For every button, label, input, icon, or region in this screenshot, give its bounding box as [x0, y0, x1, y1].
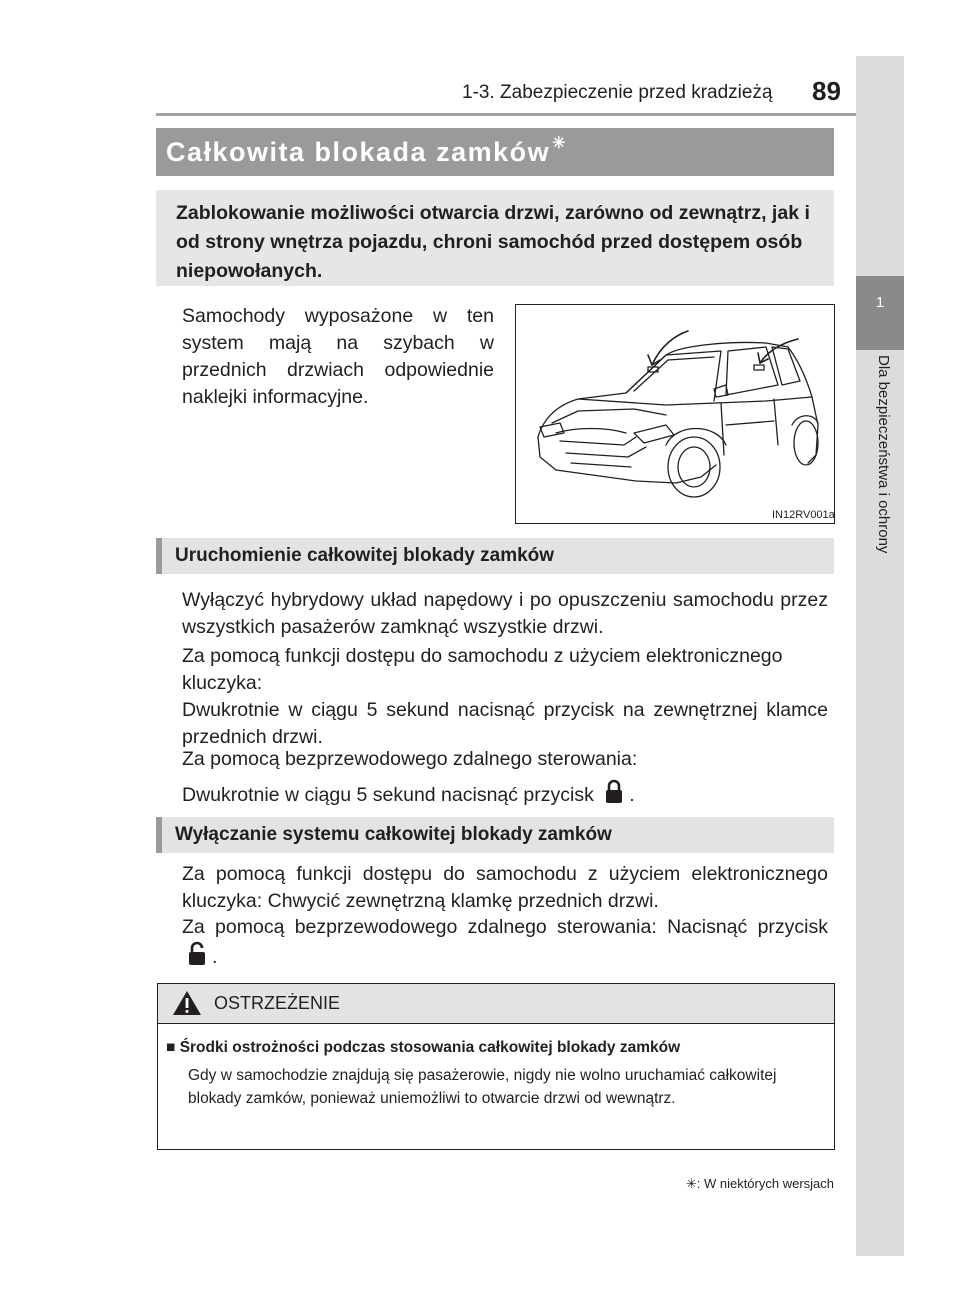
- warning-subheading-text: Środki ostrożności podczas stosowania całkowitej blokady zamków: [179, 1039, 681, 1056]
- intro-text: Zablokowanie możliwości otwarcia drzwi, zarówno od zewnątrz, jak i od strony wnętrza pojazdu, chroni samochód przed dostępem osób niepowołanych.: [176, 202, 810, 282]
- page-number: 89: [812, 76, 841, 106]
- figure-code: IN12RV001a: [772, 509, 835, 521]
- activate-remote-label: Za pomocą bezprzewodowego zdalnego sterowania:: [182, 748, 638, 770]
- asterisk-mark: ✳: [685, 1176, 697, 1191]
- page-title-text: Całkowita blokada zamków: [166, 137, 551, 167]
- warning-title: OSTRZEŻENIE: [214, 993, 341, 1013]
- footnote-text: : W niektórych wersjach: [696, 1176, 834, 1191]
- asterisk-mark: ✳: [552, 135, 568, 152]
- section-heading-activate: [156, 538, 834, 574]
- activate-step-1: Wyłączyć hybrydowy układ napędowy i po opuszczeniu samochodu przez wszystkich pasażerów zamknąć wszystkie drzwi.: [182, 589, 828, 638]
- page-title: [166, 137, 567, 168]
- section-breadcrumb: 1-3. Zabezpieczenie przed kradzieżą: [462, 82, 773, 103]
- chapter-title-vertical: Dla bezpieczeństwa i ochrony: [875, 355, 892, 554]
- chapter-number-tab[interactable]: 1: [856, 276, 904, 350]
- unlock-icon: [186, 941, 208, 965]
- deactivate-remote-text: Za pomocą bezprzewodowego zdalnego sterowania: Nacisnąć przycisk: [182, 916, 828, 938]
- car-drawing: [516, 305, 834, 523]
- chapter-side-strip: [856, 56, 904, 1256]
- section-heading-text: Uruchomienie całkowitej blokady zamków: [175, 545, 555, 566]
- sticker-paragraph: Samochody wyposażone w ten system mają na szybach w przednich drzwiach odpowiednie naklejki informacyjne.: [182, 305, 494, 408]
- section-heading-text: Wyłączanie systemu całkowitej blokady zamków: [175, 824, 612, 845]
- deactivate-remote-end: .: [212, 946, 218, 968]
- section-heading-deactivate: [156, 817, 834, 853]
- warning-subheading: [166, 1039, 826, 1057]
- activate-remote-text: Dwukrotnie w ciągu 5 sekund nacisnąć przycisk: [182, 784, 594, 806]
- car-illustration: [515, 304, 835, 524]
- activate-smart-key-label: Za pomocą funkcji dostępu do samochodu z użyciem elektronicznego kluczyka:: [182, 645, 783, 694]
- activate-remote-end: .: [629, 784, 635, 806]
- warning-text: Gdy w samochodzie znajdują się pasażerowie, nigdy nie wolno uruchamiać całkowitej blokady zamków, ponieważ uniemożliwi to otwarcie drzwi od wewnątrz.: [188, 1067, 777, 1107]
- deactivate-smart-key: Za pomocą funkcji dostępu do samochodu z użyciem elektronicznego kluczyka: Chwycić zewnętrzną klamkę przednich drzwi.: [182, 863, 828, 912]
- section-marker: [156, 538, 162, 574]
- warning-triangle-icon: [172, 990, 202, 1021]
- lock-icon: [603, 779, 625, 803]
- section-marker: [156, 817, 162, 853]
- header-rule: [156, 113, 856, 116]
- deactivate-remote: [182, 914, 828, 971]
- activate-remote-instruction: [182, 779, 828, 809]
- square-bullet-icon: ■: [166, 1039, 176, 1056]
- activate-smart-key-instruction: Dwukrotnie w ciągu 5 sekund nacisnąć przycisk na zewnętrznej klamce przednich drzwi.: [182, 699, 828, 748]
- footnote: [680, 1176, 834, 1192]
